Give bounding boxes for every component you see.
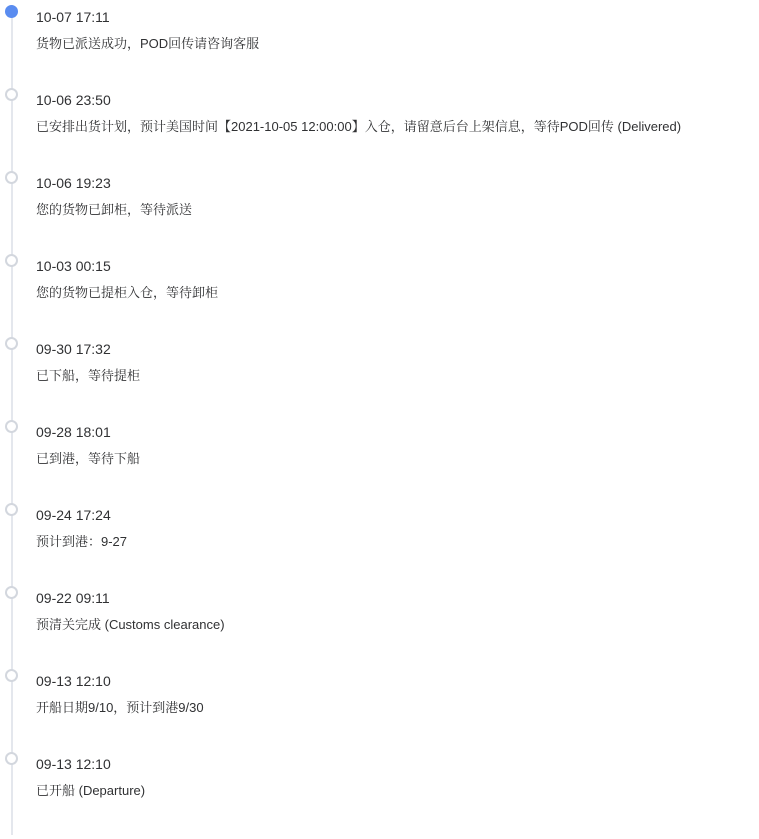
event-description: 您的货物已卸柜，等待派送 bbox=[36, 202, 193, 217]
timeline-node-icon bbox=[5, 337, 18, 350]
item-spacer bbox=[36, 467, 759, 507]
event-description: 预计到港：9-27 bbox=[36, 534, 128, 549]
item-spacer bbox=[36, 633, 759, 673]
timeline-item-content bbox=[36, 175, 759, 258]
timeline-item bbox=[5, 590, 759, 673]
timeline-item-content bbox=[36, 673, 759, 756]
event-timestamp: 09-22 09:11 bbox=[36, 590, 110, 606]
event-timestamp: 09-24 17:24 bbox=[36, 507, 111, 523]
timeline-node-icon bbox=[5, 420, 18, 433]
timeline-item bbox=[5, 175, 759, 258]
timeline-item-content bbox=[36, 258, 759, 341]
timeline-item-content bbox=[36, 507, 759, 590]
timeline-item bbox=[5, 424, 759, 507]
timeline-node-icon bbox=[5, 503, 18, 516]
timeline-item-content bbox=[36, 590, 759, 673]
timeline-node-icon bbox=[5, 669, 18, 682]
timeline-node-icon bbox=[5, 254, 18, 267]
timeline-item bbox=[5, 341, 759, 424]
event-timestamp: 10-07 17:11 bbox=[36, 9, 110, 25]
timeline-item-content bbox=[36, 92, 759, 175]
timeline-item bbox=[5, 756, 759, 839]
item-spacer bbox=[36, 716, 759, 756]
event-timestamp: 09-30 17:32 bbox=[36, 341, 111, 357]
timeline-item bbox=[5, 507, 759, 590]
item-spacer bbox=[36, 135, 759, 175]
event-description: 已开船 (Departure) bbox=[36, 783, 146, 798]
event-description: 货物已派送成功，POD回传请咨询客服 bbox=[36, 36, 260, 51]
timeline-node-icon bbox=[5, 5, 18, 18]
timeline-node-icon bbox=[5, 752, 18, 765]
timeline-node-icon bbox=[5, 586, 18, 599]
event-description: 预清关完成 (Customs clearance) bbox=[36, 617, 225, 632]
timeline-item-content bbox=[36, 424, 759, 507]
event-description: 您的货物已提柜入仓，等待卸柜 bbox=[36, 285, 219, 300]
event-timestamp: 10-06 19:23 bbox=[36, 175, 111, 191]
timeline-item-content bbox=[36, 756, 759, 839]
event-timestamp: 10-03 00:15 bbox=[36, 258, 111, 274]
item-spacer bbox=[36, 384, 759, 424]
timeline-item-content bbox=[36, 341, 759, 424]
item-spacer bbox=[36, 52, 759, 92]
timeline-item bbox=[5, 258, 759, 341]
timeline-item-content bbox=[36, 9, 759, 92]
event-description: 已下船，等待提柜 bbox=[36, 368, 141, 383]
timeline-item bbox=[5, 673, 759, 756]
event-timestamp: 09-13 12:10 bbox=[36, 756, 111, 772]
item-spacer bbox=[36, 799, 759, 839]
event-description: 开船日期9/10，预计到港9/30 bbox=[36, 700, 204, 715]
event-timestamp: 09-13 12:10 bbox=[36, 673, 111, 689]
item-spacer bbox=[36, 301, 759, 341]
item-spacer bbox=[36, 218, 759, 258]
timeline-item bbox=[5, 9, 759, 92]
timeline-node-icon bbox=[5, 88, 18, 101]
event-timestamp: 10-06 23:50 bbox=[36, 92, 111, 108]
timeline-item bbox=[5, 92, 759, 175]
event-description: 已到港，等待下船 bbox=[36, 451, 141, 466]
item-spacer bbox=[36, 550, 759, 590]
event-timestamp: 09-28 18:01 bbox=[36, 424, 111, 440]
event-description: 已安排出货计划，预计美国时间【2021-10-05 12:00:00】入仓，请留意后台上架信息，等待POD回传 (Delivered) bbox=[36, 119, 682, 134]
timeline-node-icon bbox=[5, 171, 18, 184]
